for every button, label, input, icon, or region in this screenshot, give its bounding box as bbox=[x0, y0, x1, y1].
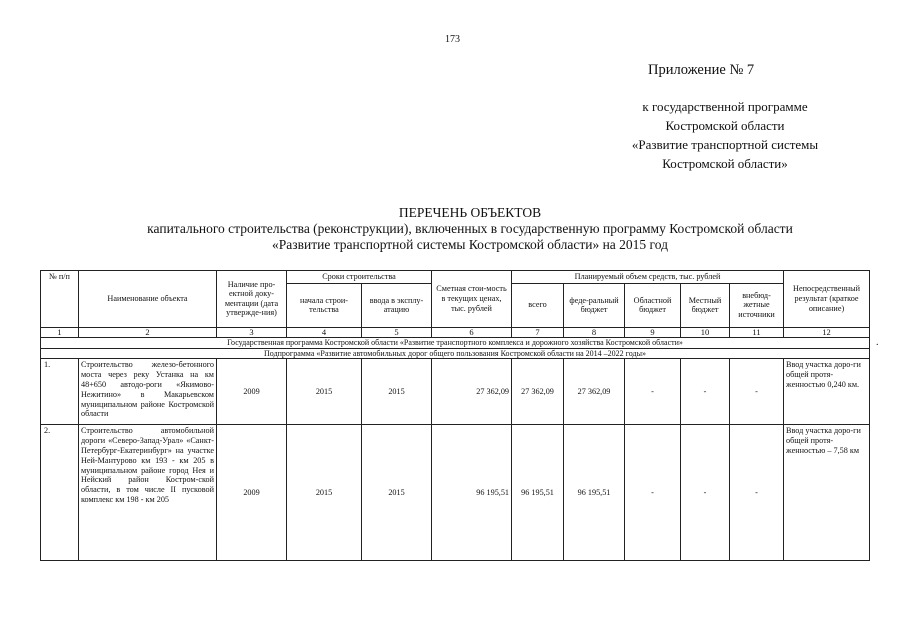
end-year: 2015 bbox=[362, 425, 432, 561]
margin-mark: . bbox=[876, 337, 879, 348]
header-federal: феде-ральный бюджет bbox=[564, 283, 625, 327]
regional-funds: - bbox=[625, 359, 681, 425]
header-end: ввода в эксплу-атацию bbox=[362, 283, 432, 327]
docs-date: 2009 bbox=[217, 425, 287, 561]
annex-line: «Развитие транспортной системы bbox=[631, 137, 819, 152]
header-cost: Сметная стои-мость в текущих ценах, тыс. рублей bbox=[432, 271, 512, 328]
page-number: 173 bbox=[445, 34, 460, 45]
column-number: 12 bbox=[784, 327, 870, 338]
table-row bbox=[41, 425, 870, 561]
header-extra: внебюд-жетные источники bbox=[730, 283, 784, 327]
object-name: Строительство автомобильной дороги «Северо-Запад-Урал» «Санкт-Петербург-Екатеринбург» на участке Ней-Мантурово км 193 - км 205 в муниципальном районе город Нея и Нейский район Костром-ской области, в том числе II пусковой комплекс км 198 - км 205 bbox=[79, 425, 217, 561]
annex-line: Костромской области» bbox=[662, 156, 788, 171]
extra-funds: - bbox=[730, 425, 784, 561]
header-start: начала строи-тельства bbox=[287, 283, 362, 327]
result-description: Ввод участка доро-ги общей протя-женностью – 7,58 км bbox=[784, 425, 870, 561]
title-line-1: ПЕРЕЧЕНЬ ОБЪЕКТОВ bbox=[398, 205, 542, 220]
row-number: 1. bbox=[41, 359, 79, 425]
column-number: 5 bbox=[362, 327, 432, 338]
title-line-3: «Развитие транспортной системы Костромской области» на 2015 год bbox=[272, 237, 668, 252]
column-numbers-row bbox=[41, 327, 870, 338]
header-terms: Сроки строительства bbox=[287, 271, 432, 284]
end-year: 2015 bbox=[362, 359, 432, 425]
start-year: 2015 bbox=[287, 359, 362, 425]
column-number: 10 bbox=[681, 327, 730, 338]
header-row-1 bbox=[41, 271, 870, 284]
local-funds: - bbox=[681, 359, 730, 425]
table-row bbox=[41, 359, 870, 425]
column-number: 8 bbox=[564, 327, 625, 338]
column-number: 11 bbox=[730, 327, 784, 338]
total-funds: 27 362,09 bbox=[512, 359, 564, 425]
row-number: 2. bbox=[41, 425, 79, 561]
objects-table bbox=[40, 270, 870, 561]
column-number: 6 bbox=[432, 327, 512, 338]
header-name: Наименование объекта bbox=[79, 271, 217, 328]
total-funds: 96 195,51 bbox=[512, 425, 564, 561]
header-docs: Наличие про-ектной доку-ментации (дата утвержде-ния) bbox=[217, 271, 287, 328]
local-funds: - bbox=[681, 425, 730, 561]
subprogram-title: Подпрограмма «Развитие автомобильных дорог общего пользования Костромской области на 2014 –2022 годы» bbox=[41, 348, 870, 359]
estimated-cost: 27 362,09 bbox=[432, 359, 512, 425]
annex-title: Приложение № 7 bbox=[648, 62, 755, 78]
header-total: всего bbox=[512, 283, 564, 327]
column-number: 2 bbox=[79, 327, 217, 338]
header-num: № п/п bbox=[41, 271, 79, 328]
document-title bbox=[60, 205, 880, 253]
annex-reference bbox=[600, 97, 850, 173]
column-number: 7 bbox=[512, 327, 564, 338]
program-title: Государственная программа Костромской области «Развитие транспортного комплекса и дорожного хозяйства Костромской области» bbox=[41, 338, 870, 349]
header-funds: Планируемый объем средств, тыс. рублей bbox=[512, 271, 784, 284]
regional-funds: - bbox=[625, 425, 681, 561]
header-regional: Областной бюджет bbox=[625, 283, 681, 327]
start-year: 2015 bbox=[287, 425, 362, 561]
title-line-2: капитального строительства (реконструкции), включенных в государственную программу Костромской области bbox=[147, 221, 793, 236]
subprogram-row bbox=[41, 348, 870, 359]
object-name: Строительство железо-бетонного моста через реку Устанка на км 48+650 автодо-роги «Якимово-Нежитино» в Макарьевском муниципальном районе Костромской области bbox=[79, 359, 217, 425]
column-number: 3 bbox=[217, 327, 287, 338]
program-row bbox=[41, 338, 870, 349]
result-description: Ввод участка доро-ги общей протя-женностью 0,240 км. bbox=[784, 359, 870, 425]
estimated-cost: 96 195,51 bbox=[432, 425, 512, 561]
column-number: 4 bbox=[287, 327, 362, 338]
annex-line: Костромской области bbox=[665, 118, 785, 133]
federal-funds: 96 195,51 bbox=[564, 425, 625, 561]
federal-funds: 27 362,09 bbox=[564, 359, 625, 425]
header-local: Местный бюджет bbox=[681, 283, 730, 327]
extra-funds: - bbox=[730, 359, 784, 425]
annex-line: к государственной программе bbox=[642, 99, 808, 114]
docs-date: 2009 bbox=[217, 359, 287, 425]
column-number: 9 bbox=[625, 327, 681, 338]
header-result: Непосредственный результат (краткое описание) bbox=[784, 271, 870, 328]
column-number: 1 bbox=[41, 327, 79, 338]
